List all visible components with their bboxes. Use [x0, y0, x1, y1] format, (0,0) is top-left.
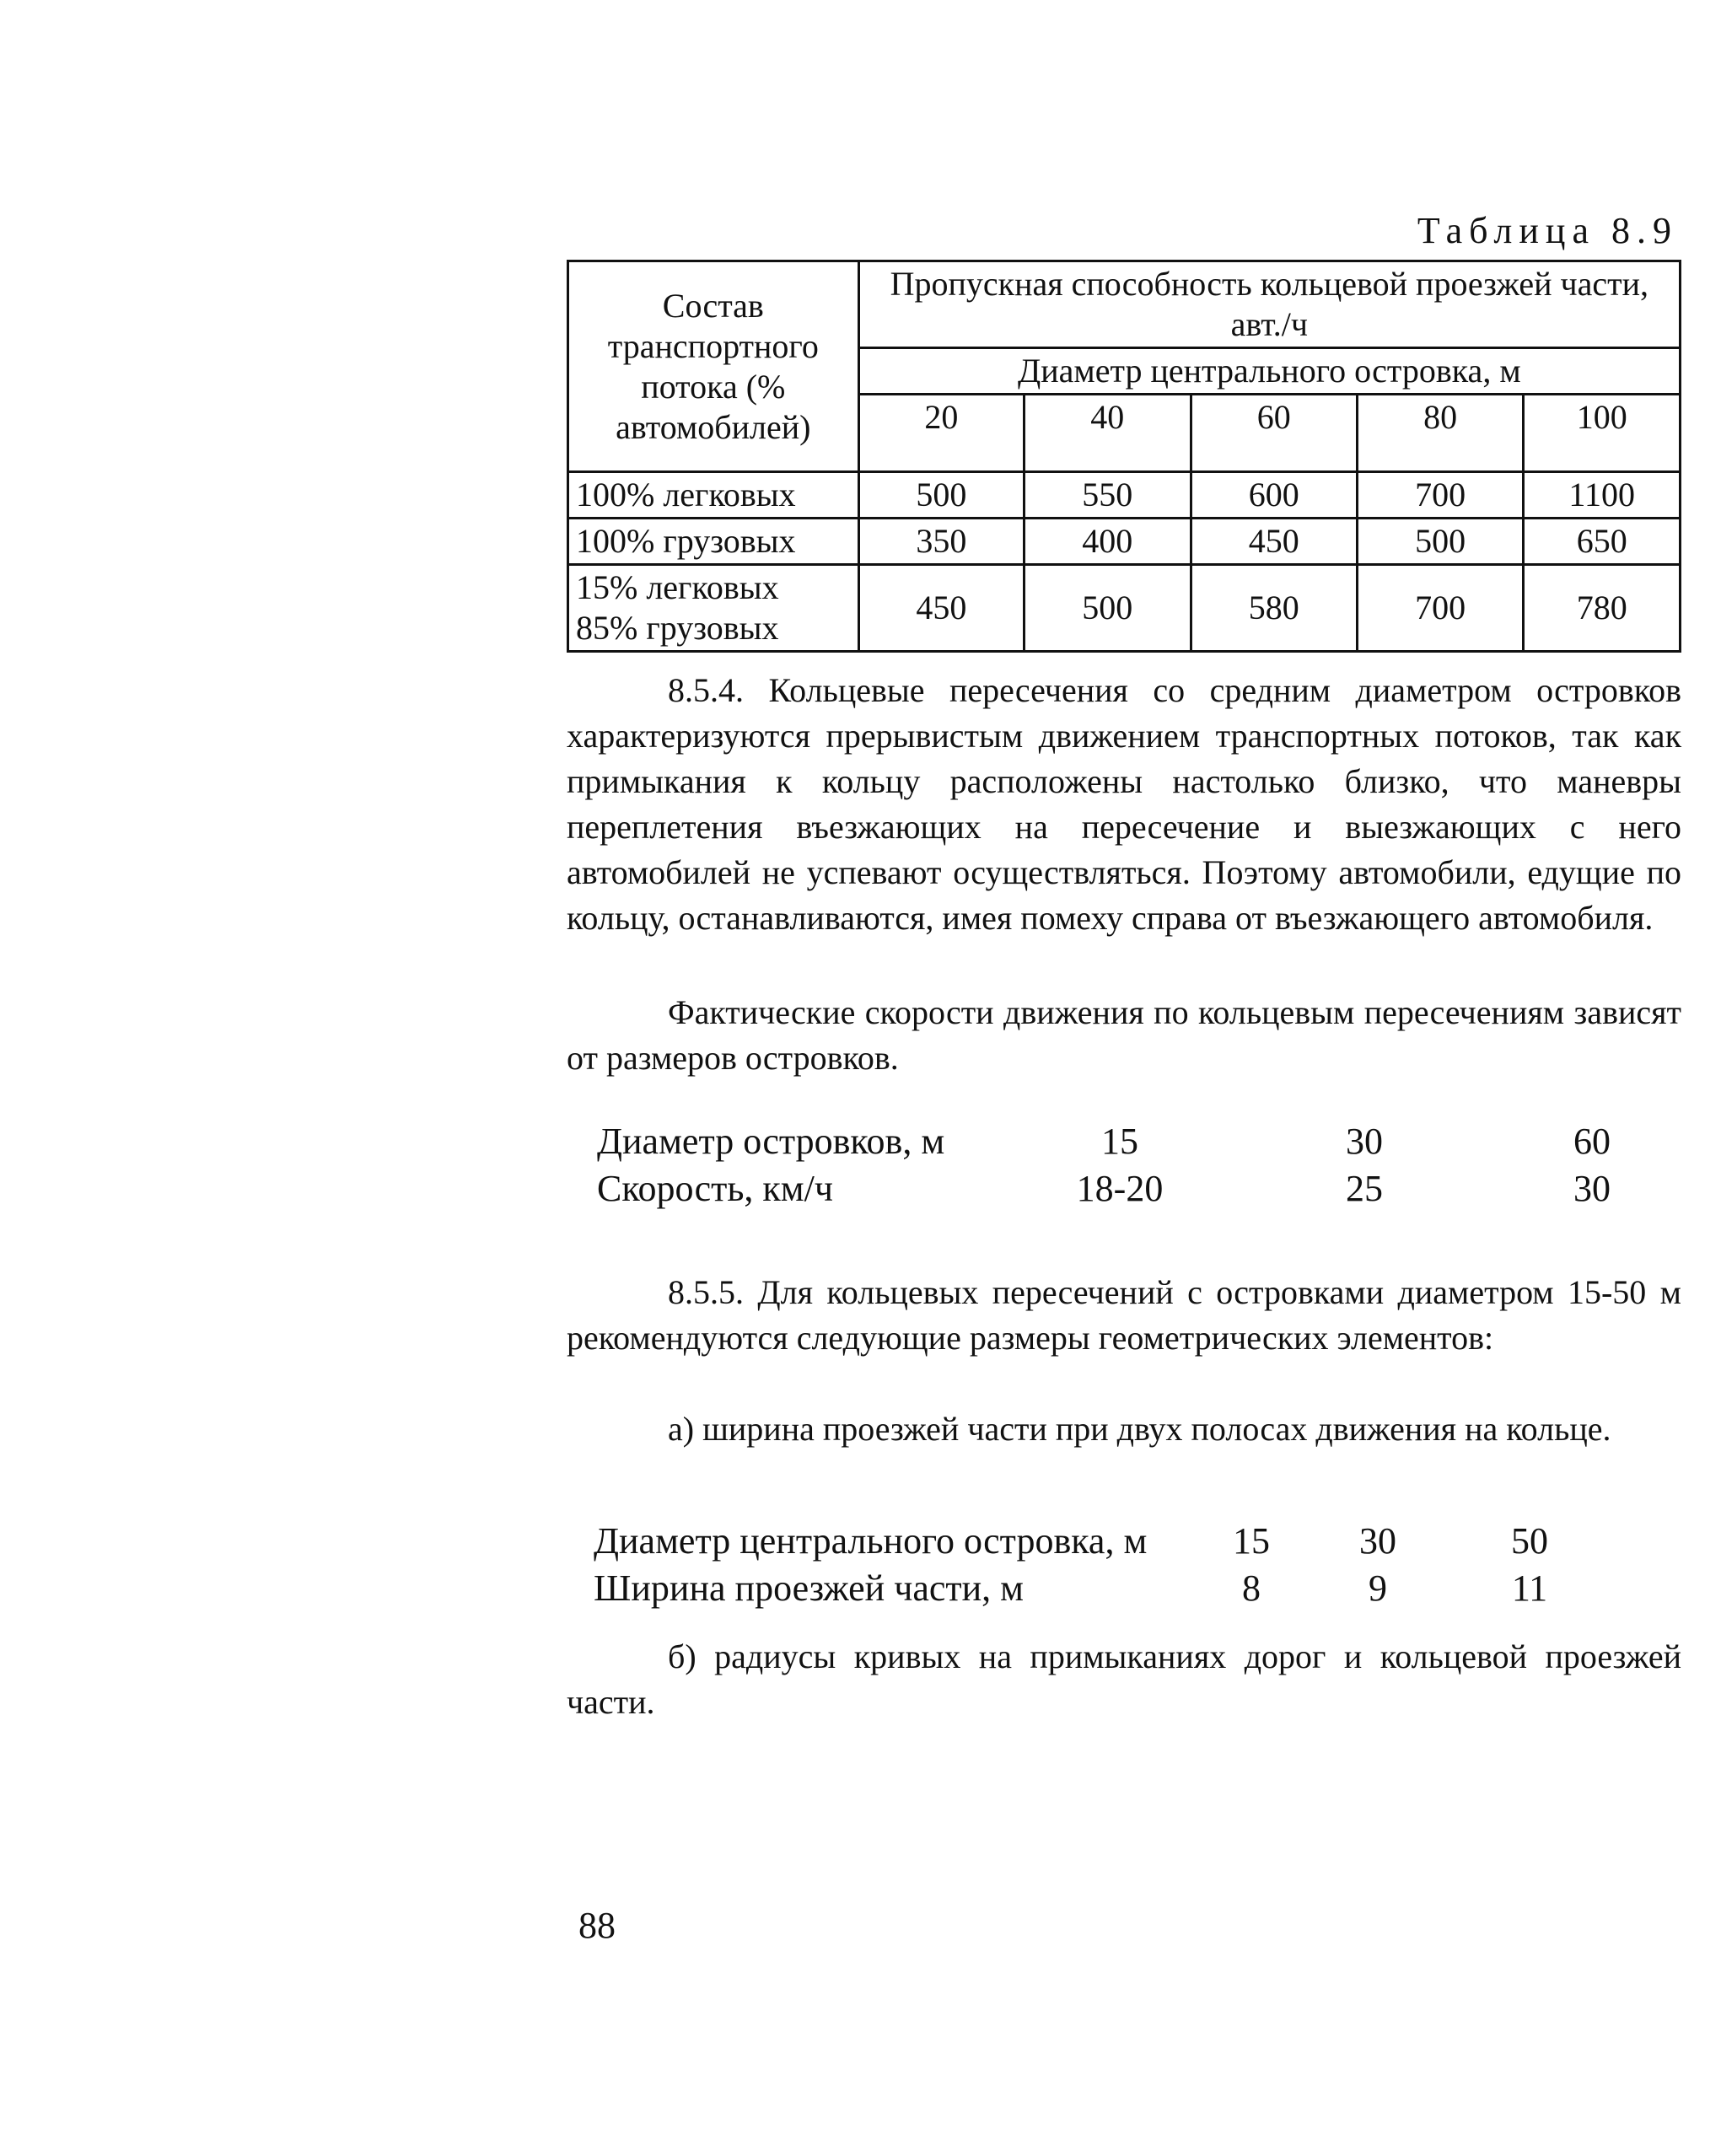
paragraph-item-a [567, 1406, 1681, 1452]
width-table-row [594, 1565, 1605, 1612]
paragraph-text: б) радиусы кривых на примыканиях дорог и кольцевой проезжей части. [567, 1637, 1681, 1721]
width-row-label: Диаметр центрального островка, м [594, 1520, 1148, 1562]
table-cell: 700 [1357, 472, 1523, 519]
table-cell: 700 [1357, 565, 1523, 652]
row-label: 100% грузовых [568, 519, 859, 565]
speed-row-label: Скорость, км/ч [597, 1168, 833, 1209]
width-value: 15 [1233, 1520, 1270, 1562]
width-value: 8 [1242, 1567, 1261, 1609]
paragraph-item-b [567, 1634, 1681, 1725]
table-cell: 650 [1524, 519, 1681, 565]
row-label-line: 15% легковых [576, 568, 779, 606]
diameter-cell: 60 [1191, 395, 1357, 472]
speed-table-row [597, 1118, 1659, 1165]
speed-value: 30 [1346, 1121, 1383, 1162]
table-cell: 500 [1357, 519, 1523, 565]
speed-value: 60 [1573, 1121, 1611, 1162]
diameter-subheader: Диаметр центрального островка, м [858, 348, 1680, 395]
table-row [568, 472, 1681, 519]
table-cell: 1100 [1524, 472, 1681, 519]
diameter-cell: 100 [1524, 395, 1681, 472]
table-row [568, 565, 1681, 652]
diameter-cell: 40 [1025, 395, 1191, 472]
speed-row-label: Диаметр островков, м [597, 1121, 945, 1162]
speed-table [597, 1118, 1659, 1212]
paragraph-text: а) ширина проезжей части при двух полосах движения на кольце. [668, 1410, 1611, 1448]
width-value: 50 [1511, 1520, 1548, 1562]
width-row-label: Ширина проезжей части, м [594, 1567, 1024, 1609]
speed-value: 18-20 [1076, 1168, 1164, 1209]
table-row [568, 519, 1681, 565]
paragraph-text: Фактические скорости движения по кольцевым пересечениям зависят от размеров островков. [567, 993, 1681, 1077]
speed-value: 15 [1101, 1121, 1138, 1162]
table-cell: 400 [1025, 519, 1191, 565]
stub-header: Состав транспортного потока (% автомобилей) [568, 261, 859, 472]
diameter-cell: 20 [858, 395, 1024, 472]
table-cell: 780 [1524, 565, 1681, 652]
speed-table-row [597, 1165, 1659, 1212]
table-cell: 450 [858, 565, 1024, 652]
capacity-table [567, 260, 1681, 653]
speed-value: 25 [1346, 1168, 1383, 1209]
speed-value: 30 [1573, 1168, 1611, 1209]
width-table [594, 1518, 1605, 1612]
paragraph-text: 8.5.4. Кольцевые пересечения со средним диаметром островков характеризуются прерывистым движением транспортных потоков, так как примыкания к кольцу расположены настолько близко, что маневры переплетения въезжающих на пересечение и выезжающих с него автомобилей не успевают осуществляться. Поэтому автомобили, едущие по кольцу, останавливаются, имея помеху справа от въезжающего автомобиля. [567, 671, 1681, 937]
table-cell: 550 [1025, 472, 1191, 519]
row-label [568, 565, 859, 652]
width-value: 30 [1359, 1520, 1396, 1562]
diameter-cell: 80 [1357, 395, 1523, 472]
paragraph-8-5-5 [567, 1270, 1681, 1361]
table-cell: 600 [1191, 472, 1357, 519]
row-label: 100% легковых [568, 472, 859, 519]
table-cell: 580 [1191, 565, 1357, 652]
page-number: 88 [578, 1905, 616, 1946]
table-cell: 500 [858, 472, 1024, 519]
row-label-line: 85% грузовых [576, 609, 779, 647]
table-cell: 350 [858, 519, 1024, 565]
table-cell: 450 [1191, 519, 1357, 565]
paragraph-speeds [567, 990, 1681, 1081]
paragraph-8-5-4 [567, 668, 1681, 941]
table-caption: Таблица 8.9 [1417, 210, 1678, 251]
paragraph-text: 8.5.5. Для кольцевых пересечений с островками диаметром 15-50 м рекомендуются следующие размеры геометрических элементов: [567, 1273, 1681, 1357]
width-value: 11 [1511, 1567, 1548, 1609]
width-value: 9 [1369, 1567, 1387, 1609]
width-table-row [594, 1518, 1605, 1565]
table-cell: 500 [1025, 565, 1191, 652]
group-header: Пропускная способность кольцевой проезжей части, авт./ч [858, 261, 1680, 348]
